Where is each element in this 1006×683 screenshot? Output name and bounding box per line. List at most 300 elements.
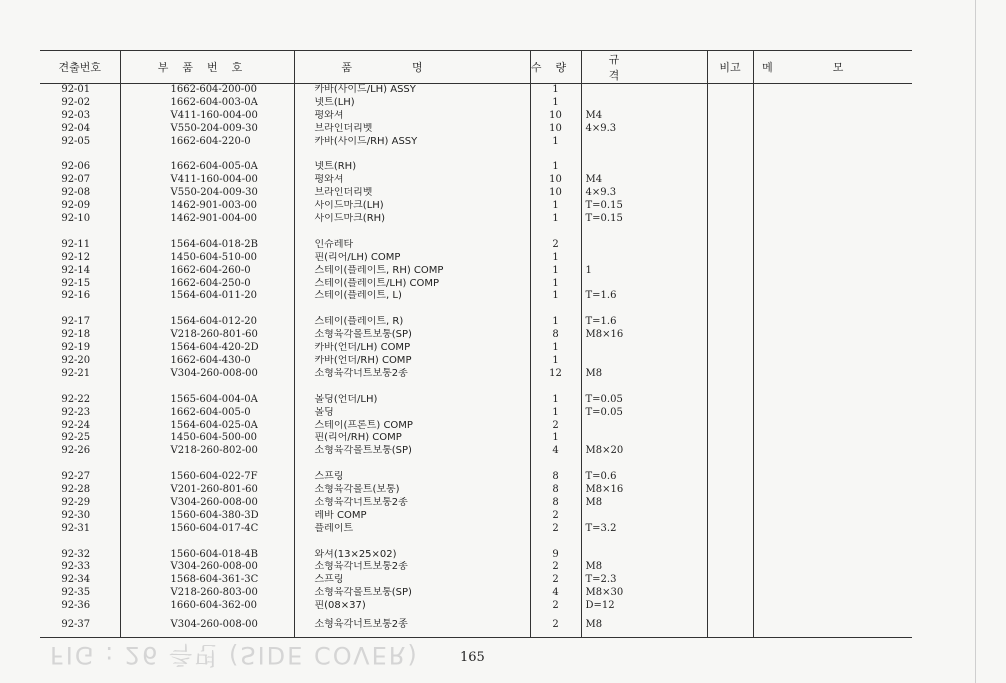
table-row [40,149,912,162]
table-row [40,123,912,136]
quantity-cell: 1 [530,394,581,407]
spec-cell [581,381,707,394]
header-memo: 메모 [753,51,912,84]
part-name-cell: 인슈레타 [294,239,530,252]
part-name-cell: 카바(사이드/LH) ASSY [294,84,530,97]
memo-cell [753,110,912,123]
spec-cell [581,342,707,355]
spec-cell [581,239,707,252]
table-row [40,574,912,587]
part-number-cell: 1662-604-005-0A [120,161,294,174]
ref-no-cell: 92-19 [61,342,91,354]
quantity-cell: 9 [530,549,581,562]
part-name-cell [294,381,530,394]
quantity-cell: 2 [530,600,581,613]
spec-cell: M8×20 [581,445,707,458]
spec-cell: T=1.6 [581,316,707,329]
table-row [40,445,912,458]
ref-no-cell: 92-35 [61,587,91,599]
remark-cell [707,123,753,136]
spec-cell [581,149,707,162]
spec-cell: T=3.2 [581,523,707,536]
ref-no-cell: 92-18 [61,329,91,341]
memo-cell [753,445,912,458]
part-number-cell: V218-260-803-00 [120,587,294,600]
table-row [40,355,912,368]
quantity-cell: 1 [530,161,581,174]
part-number-cell: 1450-604-500-00 [120,432,294,445]
table-row [40,239,912,252]
page-number: 165 [460,650,485,665]
table-row [40,136,912,149]
table-row [40,407,912,420]
table-row [40,226,912,239]
part-number-cell: V411-160-004-00 [120,110,294,123]
memo-cell [753,510,912,523]
quantity-cell: 2 [530,523,581,536]
ref-no-cell: 92-32 [61,548,91,560]
header-spec: 규격 [581,51,707,84]
spec-cell: 4×9.3 [581,123,707,136]
remark-cell [707,523,753,536]
part-name-cell: 몰딩(언더/LH) [294,394,530,407]
part-name-cell [294,303,530,316]
table-row [40,213,912,226]
table-row [40,110,912,123]
ref-no-cell: 92-31 [61,522,91,534]
remark-cell [707,200,753,213]
page-edge [975,0,976,683]
table-header-row [40,51,912,84]
spec-cell: T=0.6 [581,471,707,484]
remark-cell [707,239,753,252]
remark-cell [707,574,753,587]
part-number-cell: 1662-604-003-0A [120,97,294,110]
quantity-cell: 1 [530,278,581,291]
remark-cell [707,303,753,316]
part-number-cell: V411-160-004-00 [120,174,294,187]
memo-cell [753,407,912,420]
memo-cell [753,561,912,574]
memo-cell [753,136,912,149]
quantity-cell: 1 [530,213,581,226]
spec-cell [581,420,707,433]
table-row [40,549,912,562]
memo-cell [753,458,912,471]
remark-cell [707,458,753,471]
remark-cell [707,549,753,562]
spec-cell: 1 [581,265,707,278]
remark-cell [707,407,753,420]
header-part-number: 부품번호 [120,51,294,84]
part-number-cell [120,303,294,316]
memo-cell [753,549,912,562]
ref-no-cell: 92-11 [61,238,91,250]
quantity-cell: 1 [530,432,581,445]
table-row [40,432,912,445]
table-row [40,200,912,213]
part-name-cell: 레바 COMP [294,510,530,523]
ref-no-cell: 92-28 [61,484,91,496]
part-number-cell: 1564-604-420-2D [120,342,294,355]
header-part-name: 품명 [294,51,530,84]
spec-cell: M4 [581,110,707,123]
part-name-cell: 스테이(프론트) COMP [294,420,530,433]
table-row [40,252,912,265]
part-name-cell: 넷트(RH) [294,161,530,174]
quantity-cell: 2 [530,420,581,433]
part-name-cell: 소형육각너트보통2종 [294,561,530,574]
part-number-cell: 1662-604-250-0 [120,278,294,291]
quantity-cell: 10 [530,174,581,187]
spec-cell: T=2.3 [581,574,707,587]
table-row [40,536,912,549]
spec-cell [581,549,707,562]
remark-cell [707,278,753,291]
remark-cell [707,97,753,110]
ref-no-cell [40,149,120,162]
ref-no-cell: 92-07 [61,174,91,186]
spec-cell [581,136,707,149]
spec-cell: T=1.6 [581,290,707,303]
spec-cell [581,303,707,316]
spec-cell: M8 [581,561,707,574]
memo-cell [753,84,912,97]
part-name-cell: 와셔(13×25×02) [294,549,530,562]
part-name-cell: 브라인더리벳 [294,187,530,200]
table-row [40,471,912,484]
quantity-cell: 1 [530,355,581,368]
remark-cell [707,316,753,329]
remark-cell [707,342,753,355]
remark-cell [707,394,753,407]
spec-cell [581,252,707,265]
part-name-cell [294,536,530,549]
quantity-cell: 8 [530,484,581,497]
spec-cell [581,278,707,291]
spec-cell [581,84,707,97]
ref-no-cell: 92-03 [61,109,91,121]
ref-no-cell: 92-37 [40,613,120,638]
table-row [40,381,912,394]
table-row [40,600,912,613]
remark-cell [707,187,753,200]
spec-cell: M8 [581,497,707,510]
quantity-cell: 1 [530,290,581,303]
ref-no-cell: 92-23 [61,406,91,418]
memo-cell [753,381,912,394]
part-name-cell: 핀(리어/RH) COMP [294,432,530,445]
table-row [40,303,912,316]
spec-cell [581,226,707,239]
remark-cell [707,381,753,394]
table-row [40,497,912,510]
memo-cell [753,252,912,265]
part-number-cell: 1560-604-018-4B [120,549,294,562]
quantity-cell [530,381,581,394]
spec-cell [581,458,707,471]
remark-cell [707,136,753,149]
ref-no-cell: 92-04 [61,122,91,134]
remark-cell [707,510,753,523]
spec-cell [581,510,707,523]
table-row [40,394,912,407]
memo-cell [753,394,912,407]
quantity-cell: 2 [530,613,581,638]
quantity-cell: 10 [530,110,581,123]
part-number-cell: 1662-604-260-0 [120,265,294,278]
remark-cell [707,149,753,162]
ref-no-cell: 92-21 [61,367,91,379]
spec-cell: M8 [581,613,707,638]
quantity-cell: 8 [530,497,581,510]
ref-no-cell: 92-30 [61,509,91,521]
memo-cell [753,600,912,613]
part-number-cell: 1662-604-200-00 [120,84,294,97]
remark-cell [707,213,753,226]
quantity-cell: 2 [530,239,581,252]
part-number-cell [120,536,294,549]
part-name-cell: 소형육각볼트보통(SP) [294,445,530,458]
part-number-cell: 1568-604-361-3C [120,574,294,587]
part-number-cell: 1560-604-380-3D [120,510,294,523]
memo-cell [753,316,912,329]
table-row [40,84,912,97]
memo-cell [753,368,912,381]
quantity-cell: 1 [530,407,581,420]
part-name-cell: 카바(언더/LH) COMP [294,342,530,355]
spec-cell: M8 [581,368,707,381]
remark-cell [707,445,753,458]
remark-cell [707,329,753,342]
part-name-cell: 핀(08×37) [294,600,530,613]
remark-cell [707,613,753,638]
quantity-cell: 10 [530,123,581,136]
part-number-cell: V218-260-801-60 [120,329,294,342]
memo-cell [753,329,912,342]
part-number-cell: V304-260-008-00 [120,561,294,574]
memo-cell [753,149,912,162]
part-number-cell: 1564-604-012-20 [120,316,294,329]
bleed-through-caption: FIG : 26 측면 (SIDE COVER) [50,641,419,669]
ref-no-cell: 92-34 [61,574,91,586]
quantity-cell [530,226,581,239]
ref-no-cell: 92-25 [61,432,91,444]
header-quantity: 수량 [530,51,581,84]
table-row [40,316,912,329]
part-number-cell [120,458,294,471]
parts-table [40,50,912,638]
memo-cell [753,471,912,484]
table-row [40,329,912,342]
part-number-cell: 1462-901-004-00 [120,213,294,226]
part-name-cell: 소형육각볼트보통(SP) [294,329,530,342]
ref-no-cell: 92-33 [61,561,91,573]
quantity-cell: 8 [530,329,581,342]
ref-no-cell [40,381,120,394]
remark-cell [707,561,753,574]
memo-cell [753,536,912,549]
part-number-cell: 1662-604-220-0 [120,136,294,149]
remark-cell [707,420,753,433]
spec-cell: D=12 [581,600,707,613]
part-name-cell [294,458,530,471]
table-row [40,187,912,200]
part-number-cell: 1565-604-004-0A [120,394,294,407]
header-remark: 비고 [707,51,753,84]
spec-cell [581,536,707,549]
memo-cell [753,97,912,110]
table-row [40,368,912,381]
table-row [40,561,912,574]
ref-no-cell: 92-17 [61,316,91,328]
ref-no-cell [40,226,120,239]
memo-cell [753,239,912,252]
part-name-cell: 소형육각볼트보통(SP) [294,587,530,600]
table-row [40,174,912,187]
part-number-cell [120,149,294,162]
memo-cell [753,432,912,445]
part-name-cell [294,226,530,239]
ref-no-cell: 92-29 [61,496,91,508]
table-row [40,97,912,110]
ref-no-cell: 92-05 [61,135,91,147]
ref-no-cell: 92-10 [61,213,91,225]
part-name-cell: 플레이트 [294,523,530,536]
ref-no-cell: 92-01 [61,84,91,95]
spec-cell [581,355,707,368]
part-name-cell: 스테이(플레이트/LH) COMP [294,278,530,291]
remark-cell [707,161,753,174]
memo-cell [753,161,912,174]
remark-cell [707,600,753,613]
memo-cell [753,523,912,536]
part-number-cell: 1564-604-011-20 [120,290,294,303]
quantity-cell: 1 [530,136,581,149]
part-name-cell: 넷트(LH) [294,97,530,110]
remark-cell [707,226,753,239]
ref-no-cell [40,458,120,471]
part-name-cell: 스테이(플레이트, R) [294,316,530,329]
table-row [40,510,912,523]
table-row [40,458,912,471]
memo-cell [753,265,912,278]
memo-cell [753,303,912,316]
memo-cell [753,484,912,497]
part-number-cell: V218-260-802-00 [120,445,294,458]
part-name-cell: 소형육각너트보통2종 [294,497,530,510]
part-number-cell [120,381,294,394]
quantity-cell: 2 [530,574,581,587]
part-name-cell: 카바(언더/RH) COMP [294,355,530,368]
remark-cell [707,84,753,97]
part-number-cell: 1560-604-017-4C [120,523,294,536]
spec-cell: M8×30 [581,587,707,600]
part-name-cell: 스프링 [294,574,530,587]
memo-cell [753,497,912,510]
part-name-cell: 사이드마크(RH) [294,213,530,226]
memo-cell [753,278,912,291]
part-number-cell: V304-260-008-00 [120,368,294,381]
ref-no-cell [40,303,120,316]
table-row [40,420,912,433]
memo-cell [753,342,912,355]
ref-no-cell: 92-14 [61,264,91,276]
spec-cell [581,161,707,174]
remark-cell [707,497,753,510]
ref-no-cell: 92-02 [61,96,91,108]
memo-cell [753,187,912,200]
part-number-cell: 1662-604-005-0 [120,407,294,420]
quantity-cell: 8 [530,471,581,484]
memo-cell [753,123,912,136]
spec-cell: T=0.05 [581,394,707,407]
quantity-cell [530,149,581,162]
ref-no-cell: 92-06 [61,161,91,173]
part-name-cell: 몰딩 [294,407,530,420]
quantity-cell: 12 [530,368,581,381]
quantity-cell: 1 [530,342,581,355]
table-body [40,84,912,638]
part-name-cell: 스테이(플레이트, L) [294,290,530,303]
part-number-cell: V550-204-009-30 [120,123,294,136]
ref-no-cell: 92-15 [61,277,91,289]
quantity-cell: 2 [530,561,581,574]
remark-cell [707,174,753,187]
part-number-cell: V304-260-008-00 [120,497,294,510]
part-number-cell: 1560-604-022-7F [120,471,294,484]
part-name-cell: 카바(사이드/RH) ASSY [294,136,530,149]
table-row [40,523,912,536]
memo-cell [753,587,912,600]
part-number-cell: V550-204-009-30 [120,187,294,200]
ref-no-cell: 92-12 [61,251,91,263]
spec-cell: M8×16 [581,329,707,342]
quantity-cell: 1 [530,316,581,329]
remark-cell [707,432,753,445]
spec-cell: M8×16 [581,484,707,497]
remark-cell [707,484,753,497]
ref-no-cell: 92-24 [61,419,91,431]
quantity-cell: 1 [530,265,581,278]
memo-cell [753,574,912,587]
part-number-cell: V201-260-801-60 [120,484,294,497]
ref-no-cell: 92-22 [61,393,91,405]
quantity-cell [530,303,581,316]
table-row [40,161,912,174]
ref-no-cell: 92-09 [61,200,91,212]
memo-cell [753,174,912,187]
remark-cell [707,355,753,368]
table-row [40,278,912,291]
quantity-cell: 1 [530,252,581,265]
quantity-cell [530,536,581,549]
remark-cell [707,290,753,303]
quantity-cell: 2 [530,510,581,523]
part-name-cell: 소형육각너트보통2종 [294,613,530,638]
part-name-cell: 평와셔 [294,110,530,123]
quantity-cell: 4 [530,445,581,458]
part-number-cell: V304-260-008-00 [120,613,294,638]
ref-no-cell: 92-26 [61,445,91,457]
remark-cell [707,471,753,484]
part-name-cell: 브라인더리벳 [294,123,530,136]
part-name-cell: 스프링 [294,471,530,484]
part-number-cell: 1450-604-510-00 [120,252,294,265]
ref-no-cell: 92-16 [61,290,91,302]
table-row [40,484,912,497]
quantity-cell: 10 [530,187,581,200]
